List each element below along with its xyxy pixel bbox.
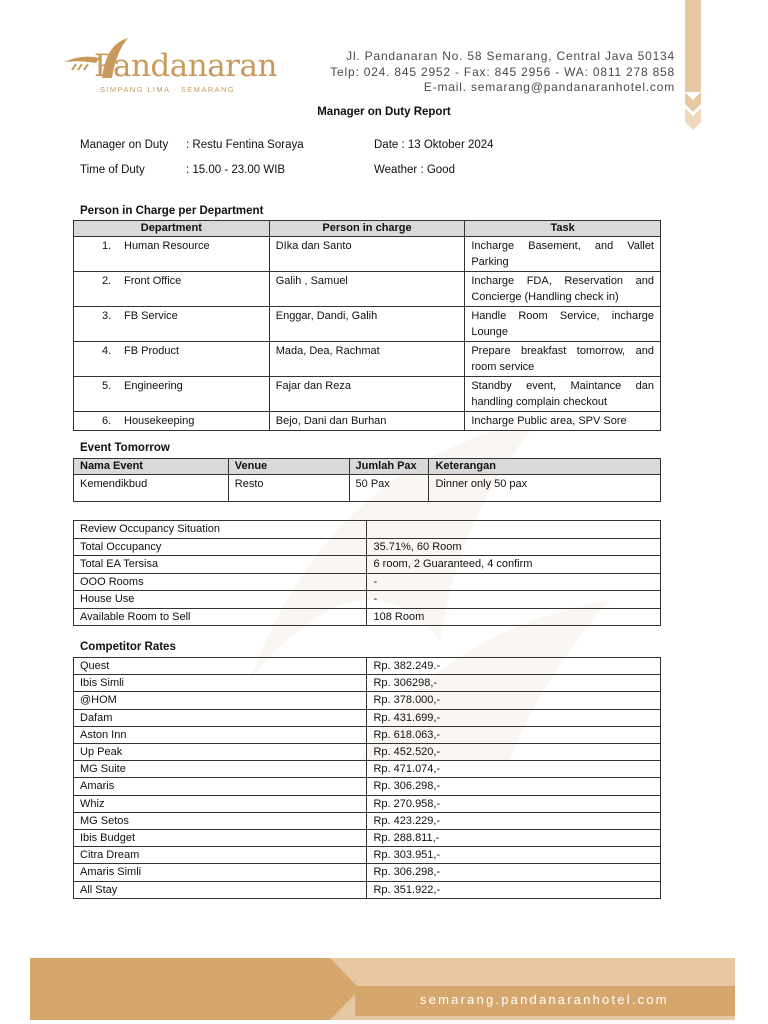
person-cell: Fajar dan Reza <box>269 377 465 412</box>
table-row <box>74 521 661 539</box>
table-row <box>74 475 661 502</box>
competitor-rate-cell: Rp. 378.000,- <box>367 692 661 709</box>
table-row <box>74 307 661 342</box>
occupancy-label-cell: House Use <box>74 591 367 609</box>
department-cell <box>74 307 270 342</box>
event-section-title: Event Tomorrow <box>80 442 170 454</box>
table-row <box>74 591 661 609</box>
event-venue-cell: Resto <box>228 475 349 502</box>
column-header: Venue <box>228 459 349 475</box>
logo-wordmark: Pandanaran <box>94 48 277 84</box>
footer-url: semarang.pandanaranhotel.com <box>420 992 669 1007</box>
competitor-rate-cell: Rp. 618.063,- <box>367 726 661 743</box>
table-row <box>74 692 661 709</box>
table-row <box>74 342 661 377</box>
competitor-rate-cell: Rp. 306.298,- <box>367 864 661 881</box>
table-row <box>74 726 661 743</box>
competitor-name-cell: MG Suite <box>74 761 367 778</box>
department-name: Front Office <box>124 275 182 287</box>
event-table <box>73 458 661 502</box>
table-row <box>74 812 661 829</box>
person-cell: Enggar, Dandi, Galih <box>269 307 465 342</box>
row-number: 4. <box>102 345 112 357</box>
department-cell <box>74 342 270 377</box>
time-value: : 15.00 - 23.00 WIB <box>186 164 286 176</box>
occupancy-table <box>73 520 661 626</box>
occupancy-label-cell: Total Occupancy <box>74 538 367 556</box>
occupancy-label-cell: OOO Rooms <box>74 573 367 591</box>
table-row <box>74 272 661 307</box>
occupancy-label-cell: Available Room to Sell <box>74 608 367 626</box>
department-cell <box>74 377 270 412</box>
competitor-name-cell: Ibis Budget <box>74 830 367 847</box>
row-number: 6. <box>102 415 112 427</box>
competitor-name-cell: Ibis Simli <box>74 675 367 692</box>
logo-subtitle: SIMPANG LIMA · SEMARANG <box>100 85 235 94</box>
department-section-title: Person in Charge per Department <box>80 205 264 217</box>
column-header: Nama Event <box>74 459 229 475</box>
occupancy-label-cell: Total EA Tersisa <box>74 556 367 574</box>
event-pax-cell: 50 Pax <box>349 475 429 502</box>
table-row <box>74 608 661 626</box>
table-row <box>74 538 661 556</box>
department-name: Human Resource <box>124 240 210 252</box>
table-row <box>74 709 661 726</box>
competitor-section-title: Competitor Rates <box>80 641 176 653</box>
department-name: Housekeeping <box>124 415 195 427</box>
manager-value: : Restu Fentina Soraya <box>186 139 304 151</box>
department-cell <box>74 412 270 431</box>
column-header: Person in charge <box>269 221 465 237</box>
occupancy-value-cell: 35.71%, 60 Room <box>367 538 661 556</box>
page-title: Manager on Duty Report <box>317 106 451 118</box>
department-name: Engineering <box>124 380 183 392</box>
table-row <box>74 237 661 272</box>
manager-on-duty <box>80 139 304 151</box>
competitor-name-cell: Quest <box>74 658 367 675</box>
competitor-name-cell: Amaris Simli <box>74 864 367 881</box>
competitor-rate-cell: Rp. 270.958,- <box>367 795 661 812</box>
report-date: Date : 13 Oktober 2024 <box>374 139 494 151</box>
table-row <box>74 881 661 898</box>
competitor-name-cell: Citra Dream <box>74 847 367 864</box>
competitor-rate-cell: Rp. 471.074,- <box>367 761 661 778</box>
table-row <box>74 377 661 412</box>
department-name: FB Service <box>124 310 178 322</box>
time-label: Time of Duty <box>80 164 145 176</box>
person-cell: DIka dan Santo <box>269 237 465 272</box>
competitor-name-cell: Aston Inn <box>74 726 367 743</box>
column-header: Department <box>74 221 270 237</box>
competitor-name-cell: MG Setos <box>74 812 367 829</box>
row-number: 5. <box>102 380 112 392</box>
task-cell: Incharge FDA, Reservation and Concierge (Handling check in) <box>465 272 661 307</box>
competitor-rate-cell: Rp. 351.922,- <box>367 881 661 898</box>
row-number: 1. <box>102 240 112 252</box>
time-of-duty <box>80 164 285 176</box>
occupancy-value-cell <box>367 521 661 539</box>
row-number: 3. <box>102 310 112 322</box>
occupancy-label-cell: Review Occupancy Situation <box>74 521 367 539</box>
table-row <box>74 761 661 778</box>
competitor-rate-cell: Rp. 452.520,- <box>367 744 661 761</box>
weather: Weather : Good <box>374 164 455 176</box>
department-table <box>73 220 661 431</box>
task-cell: Incharge Public area, SPV Sore <box>465 412 661 431</box>
competitor-name-cell: Amaris <box>74 778 367 795</box>
table-row <box>74 830 661 847</box>
hotel-logo <box>62 30 277 100</box>
table-row <box>74 847 661 864</box>
table-row <box>74 744 661 761</box>
table-row <box>74 573 661 591</box>
table-row <box>74 412 661 431</box>
occupancy-value-cell: - <box>367 573 661 591</box>
event-name-cell: Kemendikbud <box>74 475 229 502</box>
person-cell: Bejo, Dani dan Burhan <box>269 412 465 431</box>
column-header: Keterangan <box>429 459 661 475</box>
person-cell: Galih , Samuel <box>269 272 465 307</box>
column-header: Task <box>465 221 661 237</box>
competitor-name-cell: All Stay <box>74 881 367 898</box>
occupancy-value-cell: 108 Room <box>367 608 661 626</box>
event-note-cell: Dinner only 50 pax <box>429 475 661 502</box>
competitor-name-cell: Dafam <box>74 709 367 726</box>
task-cell: Handle Room Service, incharge Lounge <box>465 307 661 342</box>
email-line: E-mail. semarang@pandanaranhotel.com <box>423 80 675 94</box>
table-row <box>74 778 661 795</box>
competitor-name-cell: @HOM <box>74 692 367 709</box>
table-header-row <box>74 459 661 475</box>
table-row <box>74 864 661 881</box>
competitor-name-cell: Up Peak <box>74 744 367 761</box>
row-number: 2. <box>102 275 112 287</box>
department-cell <box>74 272 270 307</box>
manager-label: Manager on Duty <box>80 139 169 151</box>
competitor-rate-cell: Rp. 382.249.- <box>367 658 661 675</box>
occupancy-value-cell: - <box>367 591 661 609</box>
footer-decoration <box>30 958 390 1020</box>
task-cell: Incharge Basement, and Vallet Parking <box>465 237 661 272</box>
table-row <box>74 658 661 675</box>
table-row <box>74 556 661 574</box>
task-cell: Prepare breakfast tomorrow, and room service <box>465 342 661 377</box>
competitor-rate-cell: Rp. 288.811,- <box>367 830 661 847</box>
task-cell: Standby event, Maintance dan handling complain checkout <box>465 377 661 412</box>
competitor-rate-cell: Rp. 431.699,- <box>367 709 661 726</box>
competitor-rate-cell: Rp. 306298,- <box>367 675 661 692</box>
address-line: Jl. Pandanaran No. 58 Semarang, Central Java 50134 <box>346 49 675 63</box>
department-name: FB Product <box>124 345 180 357</box>
phone-line: Telp: 024. 845 2952 - Fax: 845 2956 - WA: 0811 278 858 <box>330 64 675 79</box>
table-row <box>74 795 661 812</box>
competitor-rate-cell: Rp. 306.298,- <box>367 778 661 795</box>
hotel-address <box>330 49 675 96</box>
department-cell <box>74 237 270 272</box>
table-header-row <box>74 221 661 237</box>
competitor-name-cell: Whiz <box>74 795 367 812</box>
competitor-rates-table <box>73 657 661 899</box>
table-row <box>74 675 661 692</box>
person-cell: Mada, Dea, Rachmat <box>269 342 465 377</box>
occupancy-value-cell: 6 room, 2 Guaranteed, 4 confirm <box>367 556 661 574</box>
column-header: Jumlah Pax <box>349 459 429 475</box>
competitor-rate-cell: Rp. 423.229,- <box>367 812 661 829</box>
competitor-rate-cell: Rp. 303.951,- <box>367 847 661 864</box>
